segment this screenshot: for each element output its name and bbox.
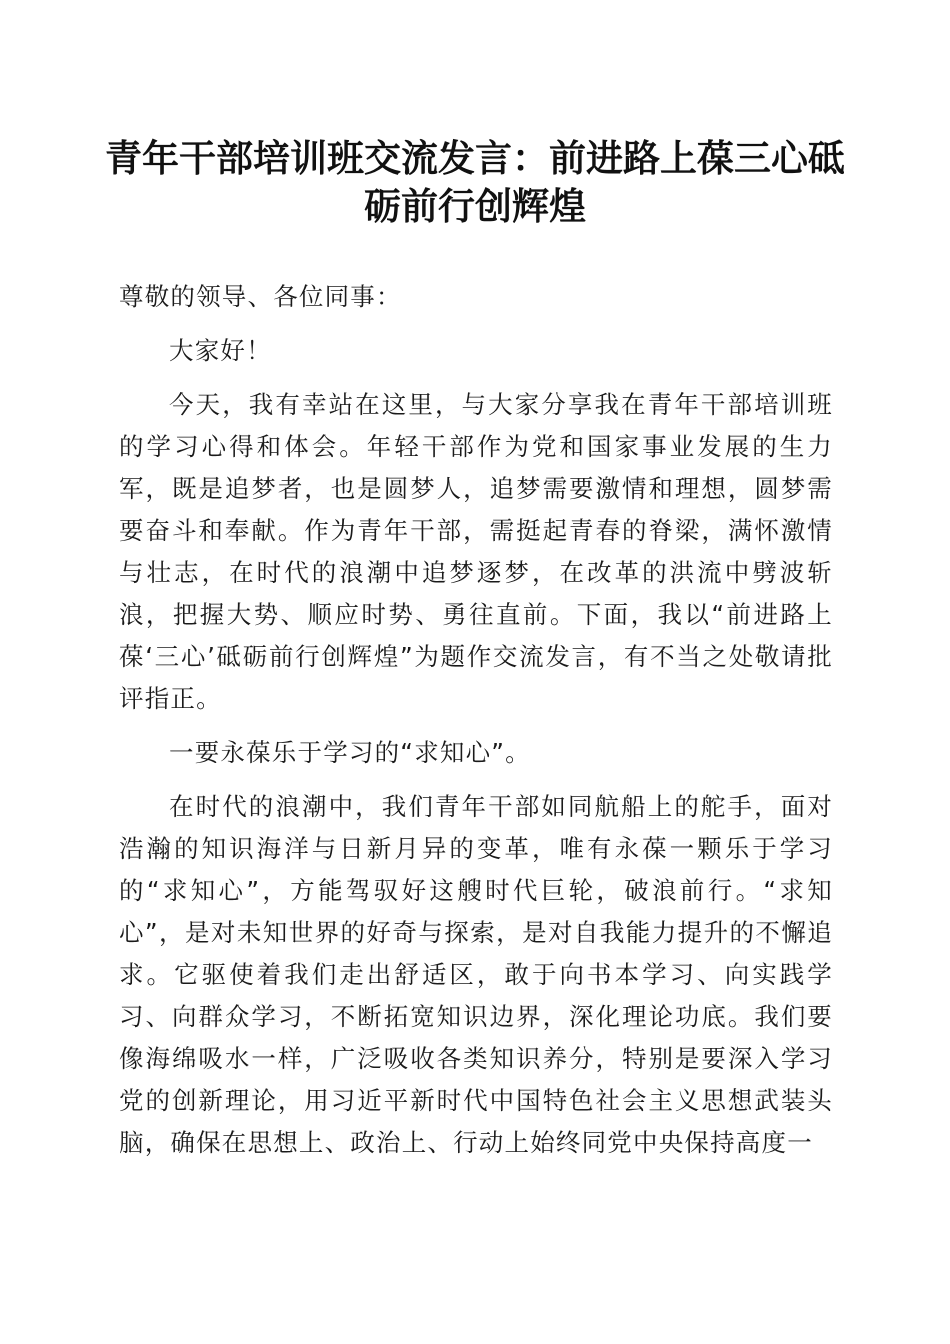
section-1-paragraph: 在时代的浪潮中，我们青年干部如同航船上的舵手，面对浩瀚的知识海洋与日新月异的变革，唯有永葆一颗乐于学习的“求知心”，方能驾驭好这艘时代巨轮，破浪前行。“求知心”，是对未知世界的好奇与探索，是对自我能力提升的不懈追求。它驱使着我们走出舒适区，敢于向书本学习、向实践学习、向群众学习，不断拓宽知识边界，深化理论功底。我们要像海绵吸水一样，广泛吸收各类知识养分，特别是要深入学习党的创新理论，用习近平新时代中国特色社会主义思想武装头脑，确保在思想上、政治上、行动上始终同党中央保持高度一	[119, 792, 833, 1157]
document-body	[119, 276, 833, 1176]
greeting-paragraph: 大家好！	[169, 336, 272, 365]
salutation: 尊敬的领导、各位同事：	[119, 282, 402, 311]
section-heading-1: 一要永葆乐于学习的“求知心”。	[169, 738, 531, 767]
intro-paragraph: 今天，我有幸站在这里，与大家分享我在青年干部培训班的学习心得和体会。年轻干部作为党和国家事业发展的生力军，既是追梦者，也是圆梦人，追梦需要激情和理想，圆梦需要奋斗和奉献。作为青年干部，需挺起青春的脊梁，满怀激情与壮志，在时代的浪潮中追梦逐梦，在改革的洪流中劈波斩浪，把握大势、顺应时势、勇往直前。下面，我以“前进路上葆‘三心’砥砺前行创辉煌”为题作交流发言，有不当之处敬请批评指正。	[119, 390, 833, 713]
document-title: 青年干部培训班交流发言：前进路上葆三心砥砺前行创辉煌	[105, 136, 845, 228]
